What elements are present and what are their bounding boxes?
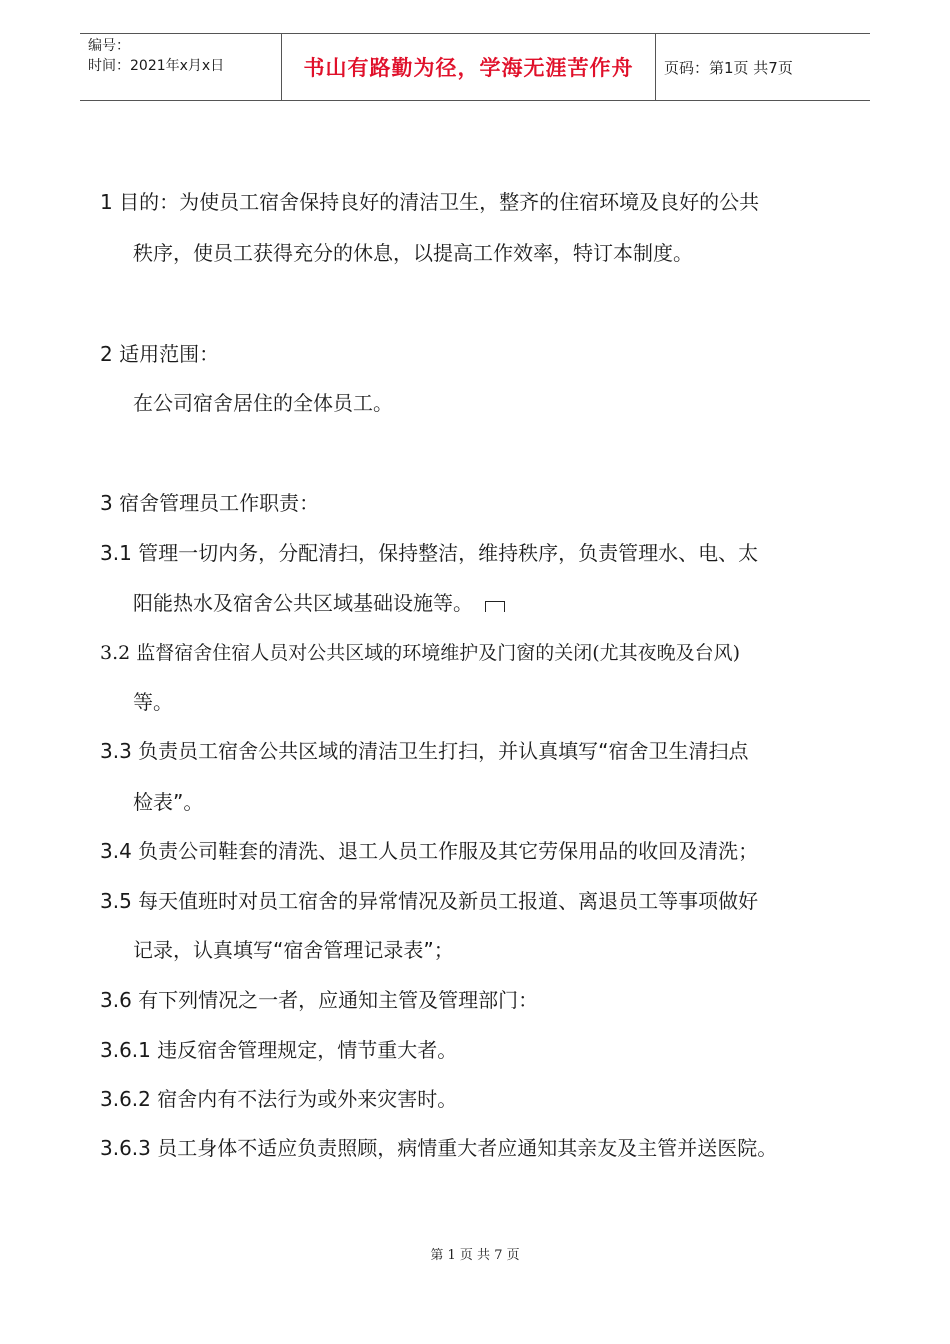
page-header (80, 33, 870, 101)
time-label: 时间：2021年x月x日 (88, 58, 225, 74)
section-2-text: 在公司宿舍居住的全体员工。 (133, 391, 393, 415)
header-motto: 书山有路勤为径，学海无涯苦作舟 (281, 34, 656, 100)
section-3-6-1: 3.6.1 违反宿舍管理规定，情节重大者。 (100, 1038, 458, 1062)
header-page-info: 页码：第1页 共7页 (664, 58, 793, 77)
section-3-3-line-1: 3.3 负责员工宿舍公共区域的清洁卫生打扫，并认真填写“宿舍卫生清扫点 (100, 739, 749, 763)
section-3-5-line-2: 记录，认真填写“宿舍管理记录表”； (133, 938, 454, 962)
section-2-heading: 2 适用范围： (100, 342, 220, 366)
section-3-3-line-2: 检表”。 (133, 790, 204, 814)
section-3-1-line-2-text: 阳能热水及宿舍公共区域基础设施等。 (133, 591, 473, 615)
section-3-5-line-1: 3.5 每天值班时对员工宿舍的异常情况及新员工报道、离退员工等事项做好 (100, 889, 759, 913)
edit-mark-icon (485, 601, 505, 612)
section-3-1-line-2 (133, 588, 505, 618)
page-footer: 第 1 页 共 7 页 (430, 1248, 520, 1263)
section-3-1-line-1: 3.1 管理一切内务，分配清扫，保持整洁，维持秩序，负责管理水、电、太 (100, 541, 759, 565)
section-3-2-line-2: 等。 (133, 690, 173, 714)
section-3-6-3: 3.6.3 员工身体不适应负责照顾，病情重大者应通知其亲友及主管并送医院。 (100, 1136, 778, 1160)
section-3-heading: 3 宿舍管理员工作职责： (100, 491, 320, 515)
section-3-6-2: 3.6.2 宿舍内有不法行为或外来灾害时。 (100, 1087, 458, 1111)
header-meta (80, 34, 280, 100)
number-label: 编号： (88, 38, 130, 54)
section-3-4: 3.4 负责公司鞋套的清洗、退工人员工作服及其它劳保用品的收回及清洗； (100, 839, 759, 863)
section-3-2-line-1: 3.2 监督宿舍住宿人员对公共区域的环境维护及门窗的关闭(尤其夜晚及台风) (100, 642, 741, 664)
section-3-6: 3.6 有下列情况之一者，应通知主管及管理部门： (100, 988, 539, 1012)
section-1-line-2: 秩序，使员工获得充分的休息，以提高工作效率，特订本制度。 (133, 241, 693, 265)
section-1-line-1: 1 目的：为使员工宿舍保持良好的清洁卫生，整齐的住宿环境及良好的公共 (100, 190, 760, 214)
